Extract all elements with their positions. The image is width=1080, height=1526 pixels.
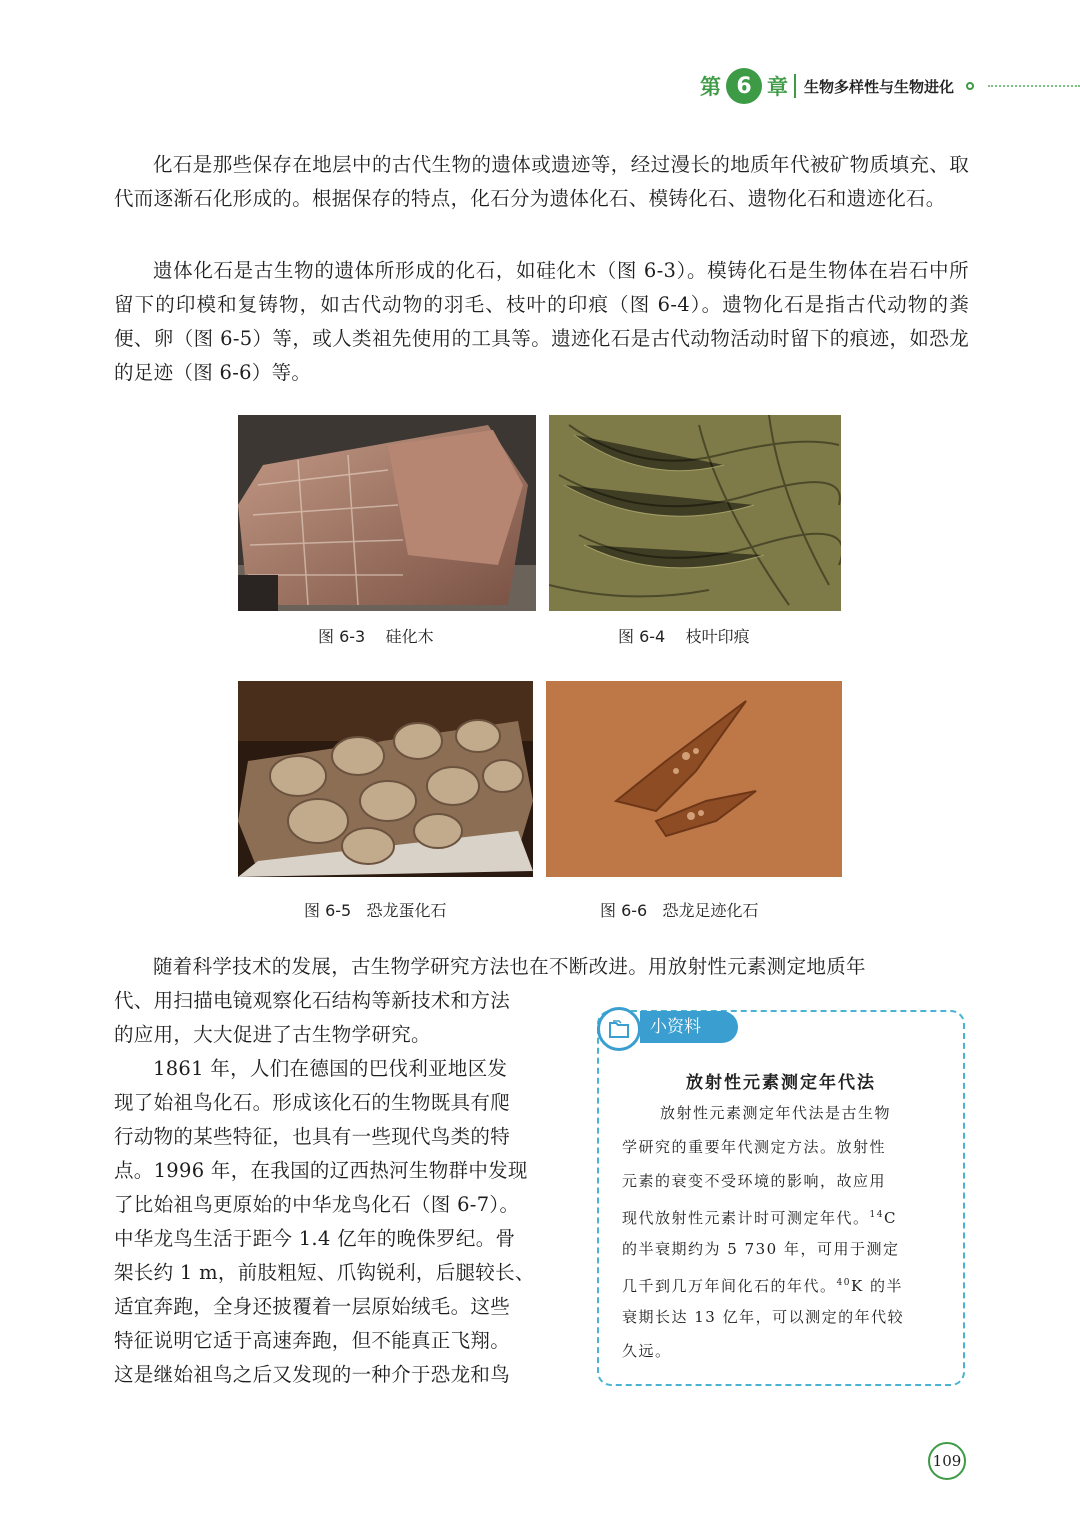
paragraph-methods-line-1: 随着科学技术的发展，古生物学研究方法也在不断改进。用放射性元素测定地质年	[153, 955, 866, 978]
info-box-line	[622, 1198, 897, 1235]
paragraph-archaeopteryx-line: 特征说明它适于高速奔跑，但不能真正飞翔。	[114, 1329, 511, 1352]
info-box-line-text: 现代放射性元素计时可测定年代。	[622, 1209, 870, 1227]
figure-6-6-caption	[600, 898, 759, 921]
header-dot-icon	[966, 82, 974, 90]
figure-6-5-label: 图 6-5	[304, 901, 352, 920]
info-box-line-tail: C	[883, 1209, 897, 1227]
info-box-line	[622, 1266, 903, 1303]
paragraph-archaeopteryx-line: 了比始祖鸟更原始的中华龙鸟化石（图 6-7）。	[114, 1193, 520, 1216]
info-box-line: 的半衰期约为 5 730 年，可用于测定	[622, 1240, 900, 1258]
figure-6-3-caption	[318, 624, 434, 647]
paragraph-methods-line-2: 代、用扫描电镜观察化石结构等新技术和方法	[114, 989, 511, 1012]
figure-dinosaur-eggs-image	[238, 681, 533, 877]
figure-6-5-text: 恐龙蛋化石	[366, 901, 447, 920]
paragraph-fossil-definition: 化石是那些保存在地层中的古代生物的遗体或遗迹等，经过漫长的地质年代被矿物质填充、取代而逐渐石化形成的。根据保存的特点，化石分为遗体化石、模铸化石、遗物化石和遗迹化石。	[114, 153, 969, 210]
header-dotted-line	[988, 85, 1080, 87]
figure-6-3-text: 硅化木	[385, 627, 434, 646]
figure-6-5-caption	[304, 898, 447, 921]
paragraph-archaeopteryx-line: 行动物的某些特征，也具有一些现代鸟类的特	[114, 1125, 511, 1148]
paragraph-fossil-types: 遗体化石是古生物的遗体所形成的化石，如硅化木（图 6-3）。模铸化石是生物体在岩石中所留下的印模和复铸物，如古代动物的羽毛、枝叶的印痕（图 6-4）。遗物化石是指古代动物的粪便、卵（图 6-5）等，或人类祖先使用的工具等。遗迹化石是古代动物活动时留下的痕迹，如恐龙的足迹（图 6-6）等。	[114, 259, 969, 384]
info-box-superscript: 40	[836, 1278, 851, 1288]
page-number: 109	[928, 1442, 966, 1480]
paragraph-archaeopteryx-line: 中华龙鸟生活于距今 1.4 亿年的晚侏罗纪。骨	[114, 1227, 516, 1250]
paragraph-archaeopteryx-line: 这是继始祖鸟之后又发现的一种介于恐龙和鸟	[114, 1363, 511, 1386]
figure-6-4-caption	[618, 624, 750, 647]
info-box-line: 放射性元素测定年代法是古生物	[660, 1104, 892, 1122]
info-box-title: 放射性元素测定年代法	[686, 1073, 876, 1093]
figure-6-4-label: 图 6-4	[618, 627, 666, 646]
chapter-number-badge: 6	[726, 68, 762, 104]
figure-petrified-wood-image	[238, 415, 536, 611]
info-box-tab	[640, 1011, 738, 1043]
paragraph-archaeopteryx-line: 适宜奔跑，全身还披覆着一层原始绒毛。这些	[114, 1295, 511, 1318]
figure-dinosaur-footprint-image	[546, 681, 842, 877]
info-box-line-text: 几千到几万年间化石的年代。	[622, 1277, 837, 1295]
info-box-line: 久远。	[622, 1342, 672, 1360]
chapter-title: 生物多样性与生物进化	[804, 77, 955, 96]
folder-icon	[597, 1007, 641, 1051]
figure-6-6-label: 图 6-6	[600, 901, 648, 920]
info-box-tab-label: 小资料	[650, 1017, 701, 1037]
info-box-line: 衰期长达 13 亿年，可以测定的年代较	[622, 1308, 905, 1326]
info-box-line: 元素的衰变不受环境的影响，故应用	[622, 1172, 887, 1190]
figure-leaf-impression-image	[549, 415, 841, 611]
chapter-suffix: 章	[767, 75, 788, 99]
info-box-line-tail: K 的半	[850, 1277, 903, 1295]
paragraph-archaeopteryx-line: 现了始祖鸟化石。形成该化石的生物既具有爬	[114, 1091, 511, 1114]
paragraph-methods-line-3: 的应用，大大促进了古生物学研究。	[114, 1023, 431, 1046]
chapter-prefix: 第	[700, 75, 721, 99]
header-divider	[794, 74, 796, 98]
figure-6-6-text: 恐龙足迹化石	[662, 901, 759, 920]
figure-6-4-text: 枝叶印痕	[685, 627, 750, 646]
figure-6-3-label: 图 6-3	[318, 627, 366, 646]
chapter-header	[700, 68, 974, 104]
paragraph-archaeopteryx-line: 1861 年，人们在德国的巴伐利亚地区发	[153, 1057, 508, 1080]
info-box-superscript: 14	[869, 1210, 884, 1220]
paragraph-archaeopteryx-line: 点。1996 年，在我国的辽西热河生物群中发现	[114, 1159, 528, 1182]
paragraph-archaeopteryx-line: 架长约 1 m，前肢粗短、爪钩锐利，后腿较长、	[114, 1261, 535, 1284]
info-box-line: 学研究的重要年代测定方法。放射性	[622, 1138, 887, 1156]
